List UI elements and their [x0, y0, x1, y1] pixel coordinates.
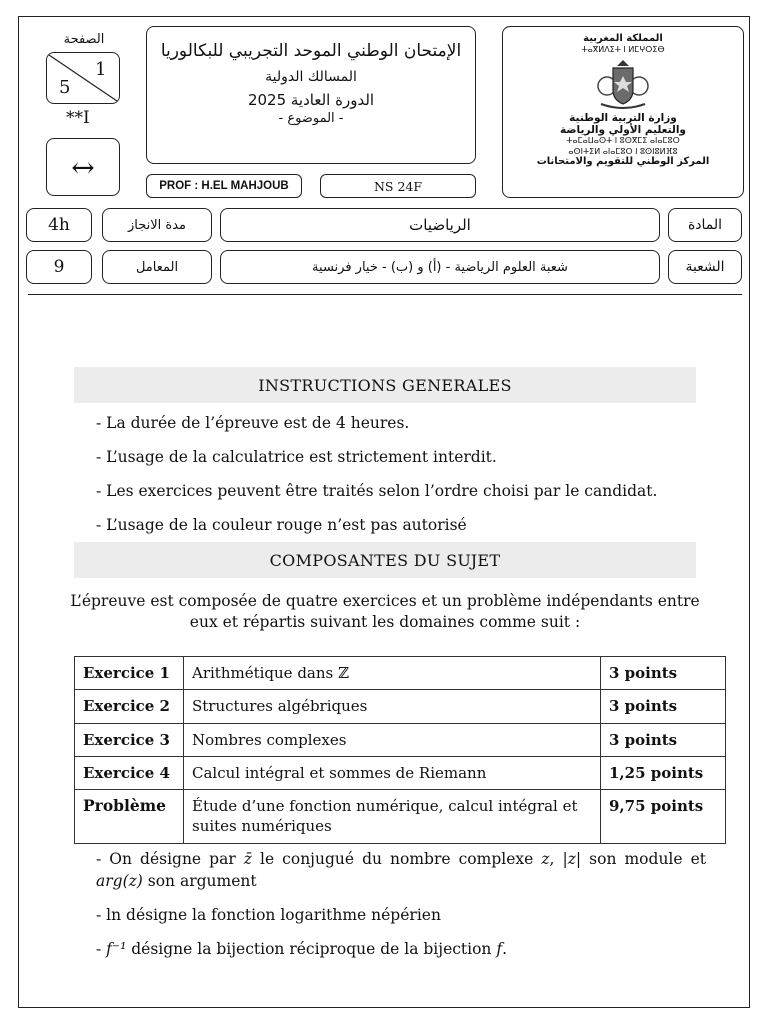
table-row: [75, 723, 726, 756]
instruction-item: - La durée de l’épreuve est de 4 heures.: [96, 414, 410, 432]
composition-title: COMPOSANTES DU SUJET: [74, 542, 696, 578]
ministry-line-1: وزارة التربية الوطنية: [569, 112, 677, 124]
note-text: le conjugué du nombre complexe: [251, 850, 542, 868]
branch-label-box: [668, 250, 742, 284]
note-inverse: [96, 938, 706, 960]
instruction-item: - L’usage de la calculatrice est strictement interdit.: [96, 448, 497, 466]
exercise-name: Exercice 4: [75, 756, 184, 789]
composition-intro-line-1: L’épreuve est composée de quatre exercices et un problème indépendants entre: [70, 592, 700, 610]
note-text: désigne la bijection réciproque de la bijection: [126, 940, 497, 958]
composition-intro-line-2: eux et répartis suivant les domaines comme suit :: [189, 613, 581, 631]
coefficient-label: المعامل: [135, 259, 179, 275]
exam-code: NS 24F: [373, 178, 423, 194]
exam-session: الدورة العادية 2025: [247, 91, 375, 109]
exercise-domain: Calcul intégral et sommes de Riemann: [184, 756, 601, 789]
math-z: z: [541, 850, 550, 868]
coefficient-value: 9: [53, 257, 65, 277]
institution-box: [502, 26, 744, 198]
exam-subject-label: - الموضوع -: [278, 111, 344, 126]
duration-label: مدة الانجاز: [128, 217, 187, 233]
exercise-domain: Arithmétique dans ℤ: [184, 657, 601, 690]
note-conjugate: [96, 848, 706, 893]
note-text: ,: [549, 850, 563, 868]
page-current: 1: [95, 59, 107, 80]
exercise-name: Exercice 2: [75, 690, 184, 723]
swap-arrows-icon: ↔: [71, 150, 95, 184]
branch-value-box: [220, 250, 660, 284]
exercise-points: 1,25 points: [601, 756, 726, 789]
table-row: [75, 657, 726, 690]
exercise-points: 3 points: [601, 690, 726, 723]
exam-title-box: [146, 26, 476, 164]
exam-title: الإمتحان الوطني الموحد التجريبي للبكالوريا: [160, 41, 462, 61]
swap-box: [46, 138, 120, 196]
subject-label: المادة: [687, 217, 723, 233]
prof-box: [146, 174, 302, 198]
math-modulus: |z|: [562, 850, 582, 868]
instruction-item: - Les exercices peuvent être traités selon l’ordre choisi par le candidat.: [96, 482, 658, 500]
subject-label-box: [668, 208, 742, 242]
note-text: son module et: [581, 850, 707, 868]
duration-label-box: [102, 208, 212, 242]
coefficient-value-box: [26, 250, 92, 284]
note-text: .: [502, 940, 508, 958]
exercise-name: Problème: [75, 790, 184, 844]
page-total: 5: [59, 77, 71, 98]
exercise-points: 9,75 points: [601, 790, 726, 844]
kingdom-tifinagh: ⵜⴰⴳⵍⴷⵉⵜ ⵏ ⵍⵎⵖⵔⵉⴱ: [581, 45, 665, 54]
instruction-item: - L’usage de la couleur rouge n’est pas autorisé: [96, 516, 467, 534]
composition-table: [74, 656, 726, 844]
coat-of-arms-emblem: [593, 56, 653, 110]
instructions-title: INSTRUCTIONS GENERALES: [74, 367, 696, 403]
math-f-inverse: f⁻¹: [106, 940, 127, 958]
note-text: - On désigne par: [96, 850, 244, 868]
duration-value: 4h: [48, 215, 70, 235]
exam-tracks: المسالك الدولية: [265, 69, 357, 85]
math-f: f: [496, 940, 503, 958]
center-tifinagh: ⴰⵙⵏⵜⵉⵍ ⴰⵏⴰⵎⵓⵔ ⵏ ⵓⵙⵏⵓⵍⴼⵓ: [568, 147, 678, 156]
prof-name: PROF : H.EL MAHJOUB: [159, 180, 289, 192]
math-zbar: z̄: [243, 850, 252, 868]
branch-label: الشعبة: [685, 259, 725, 275]
page-label: الصفحة: [63, 32, 105, 47]
duration-value-box: [26, 208, 92, 242]
exercise-name: Exercice 1: [75, 657, 184, 690]
exercise-domain: Nombres complexes: [184, 723, 601, 756]
header-divider: [28, 294, 742, 295]
diagonal-divider: [47, 53, 119, 103]
kingdom-arabic: المملكة المغربية: [583, 33, 663, 44]
note-ln: - ln désigne la fonction logarithme népérien: [96, 906, 441, 924]
branch-value: شعبة العلوم الرياضية - (أ) و (ب) - خيار فرنسية: [312, 259, 568, 275]
subject-value-box: [220, 208, 660, 242]
exercise-points: 3 points: [601, 723, 726, 756]
exercise-domain: Structures algébriques: [184, 690, 601, 723]
exercise-name: Exercice 3: [75, 723, 184, 756]
subject-value: الرياضيات: [409, 216, 471, 234]
ministry-line-2: والتعليم الأولي والرياضة: [560, 124, 686, 136]
note-text: son argument: [142, 872, 257, 891]
page-number-box: [46, 52, 120, 104]
ministry-tifinagh: ⵜⴰⵎⴰⵡⴰⵙⵜ ⵏ ⵓⵙⴳⵎⵉ ⴰⵏⴰⵎⵓⵔ: [566, 136, 680, 145]
exercise-points: 3 points: [601, 657, 726, 690]
table-row: [75, 756, 726, 789]
math-arg: arg(z): [96, 872, 143, 891]
version-label: **I: [66, 108, 90, 128]
note-text: -: [96, 940, 107, 958]
code-box: [320, 174, 476, 198]
exercise-domain: Étude d’une fonction numérique, calcul intégral et suites numériques: [184, 790, 601, 844]
table-row: [75, 690, 726, 723]
center-arabic: المركز الوطني للتقويم والامتحانات: [536, 156, 710, 167]
coefficient-label-box: [102, 250, 212, 284]
table-row: [75, 790, 726, 844]
